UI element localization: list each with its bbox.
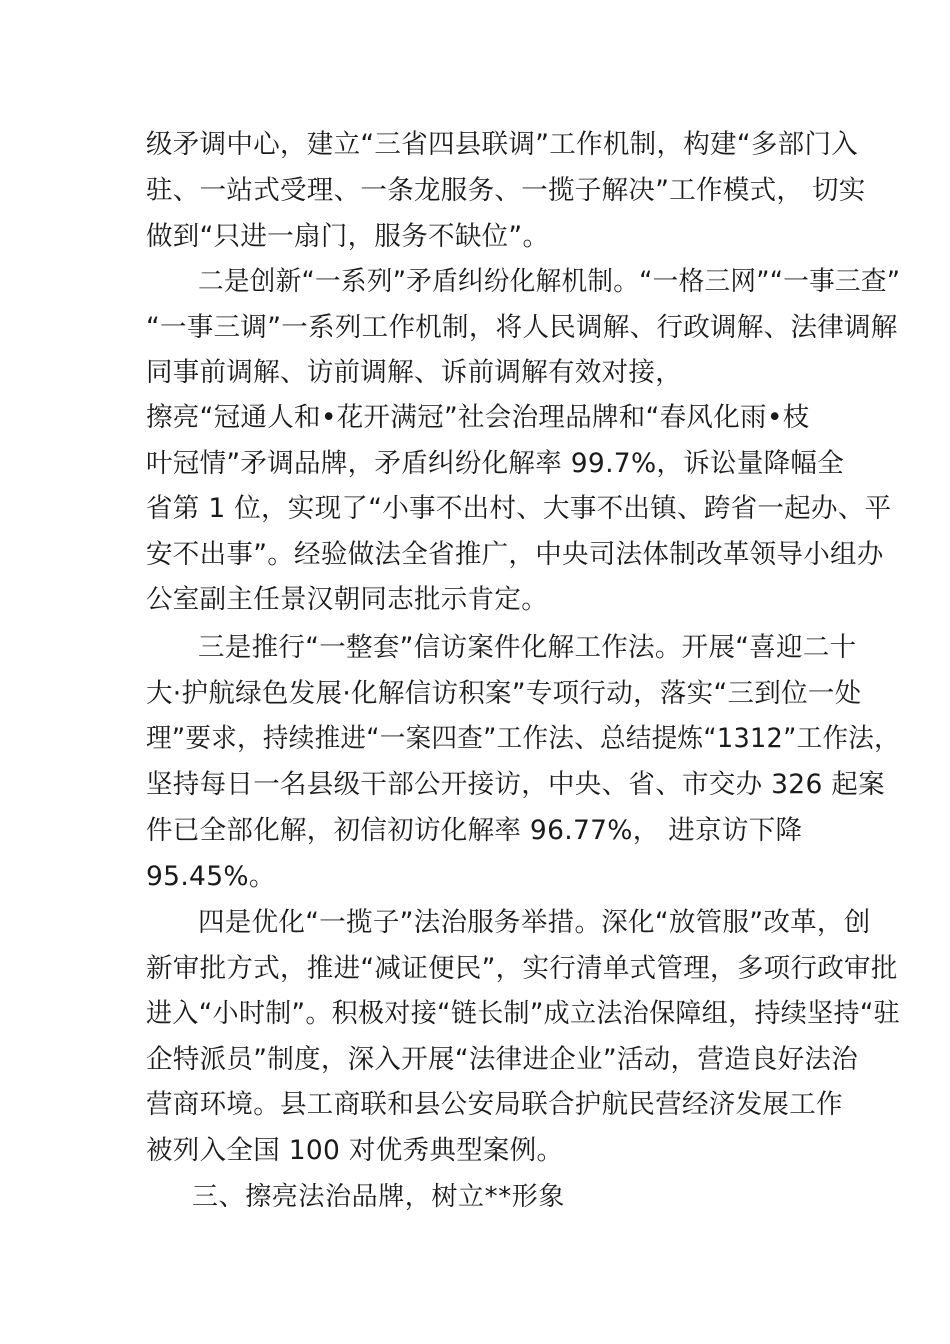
- text-line: 安不出事”。经验做法全省推广，中央司法体制改革领导小组办: [146, 539, 884, 570]
- text-line: 级矛调中心，建立“三省四县联调”工作机制，构建“多部门入: [146, 129, 859, 160]
- text-line: 省第 1 位，实现了“小事不出村、大事不出镇、跨省一起办、平: [146, 493, 892, 524]
- text-line: 大·护航绿色发展·化解信访积案”专项行动，落实“三到位一处: [146, 678, 862, 709]
- text-line: 坚持每日一名县级干部公开接访，中央、省、市交办 326 起案: [146, 769, 885, 800]
- text-line: 叶冠情”矛调品牌，矛盾纠纷化解率 99.7%，诉讼量降幅全: [146, 448, 845, 479]
- paragraph-first-line: 二是创新“一系列”矛盾纠纷化解机制。“一格三网”“一事三查”: [198, 266, 901, 297]
- text-line: 进入“小时制”。积极对接“链长制”成立法治保障组，持续坚持“驻: [146, 998, 900, 1029]
- section-heading: 三、擦亮法治品牌，树立**形象: [192, 1182, 566, 1212]
- text-line: 95.45%。: [146, 861, 276, 892]
- text-line: “一事三调”一系列工作机制，将人民调解、行政调解、法律调解: [146, 312, 898, 343]
- text-line: 件已全部化解，初信初访化解率 96.77%， 进京访下降: [146, 815, 803, 846]
- text-line: 理”要求，持续推进“一案四查”工作法、总结提炼“1312”工作法，: [146, 723, 900, 754]
- text-line: 营商环境。县工商联和县公安局联合护航民营经济发展工作: [146, 1089, 843, 1120]
- text-line: 公室副主任景汉朝同志批示肯定。: [146, 584, 548, 615]
- text-line: 新审批方式，推进“减证便民”，实行清单式管理，多项行政审批: [146, 953, 898, 984]
- text-line: 擦亮“冠通人和•花开满冠”社会治理品牌和“春风化雨•枝: [146, 402, 810, 433]
- text-line: 做到“只进一扇门，服务不缺位”。: [146, 221, 550, 252]
- text-line: 企特派员”制度，深入开展“法律进企业”活动，营造良好法治: [146, 1044, 859, 1075]
- paragraph-first-line: 四是优化“一揽子”法治服务举措。深化“放管服”改革，创: [198, 907, 871, 938]
- text-line: 被列入全国 100 对优秀典型案例。: [146, 1135, 564, 1166]
- paragraph-first-line: 三是推行“一整套”信访案件化解工作法。开展“喜迎二十: [198, 632, 857, 663]
- text-line: 同事前调解、访前调解、诉前调解有效对接，: [146, 357, 682, 388]
- text-line: 驻、一站式受理、一条龙服务、一揽子解决”工作模式， 切实: [146, 175, 866, 206]
